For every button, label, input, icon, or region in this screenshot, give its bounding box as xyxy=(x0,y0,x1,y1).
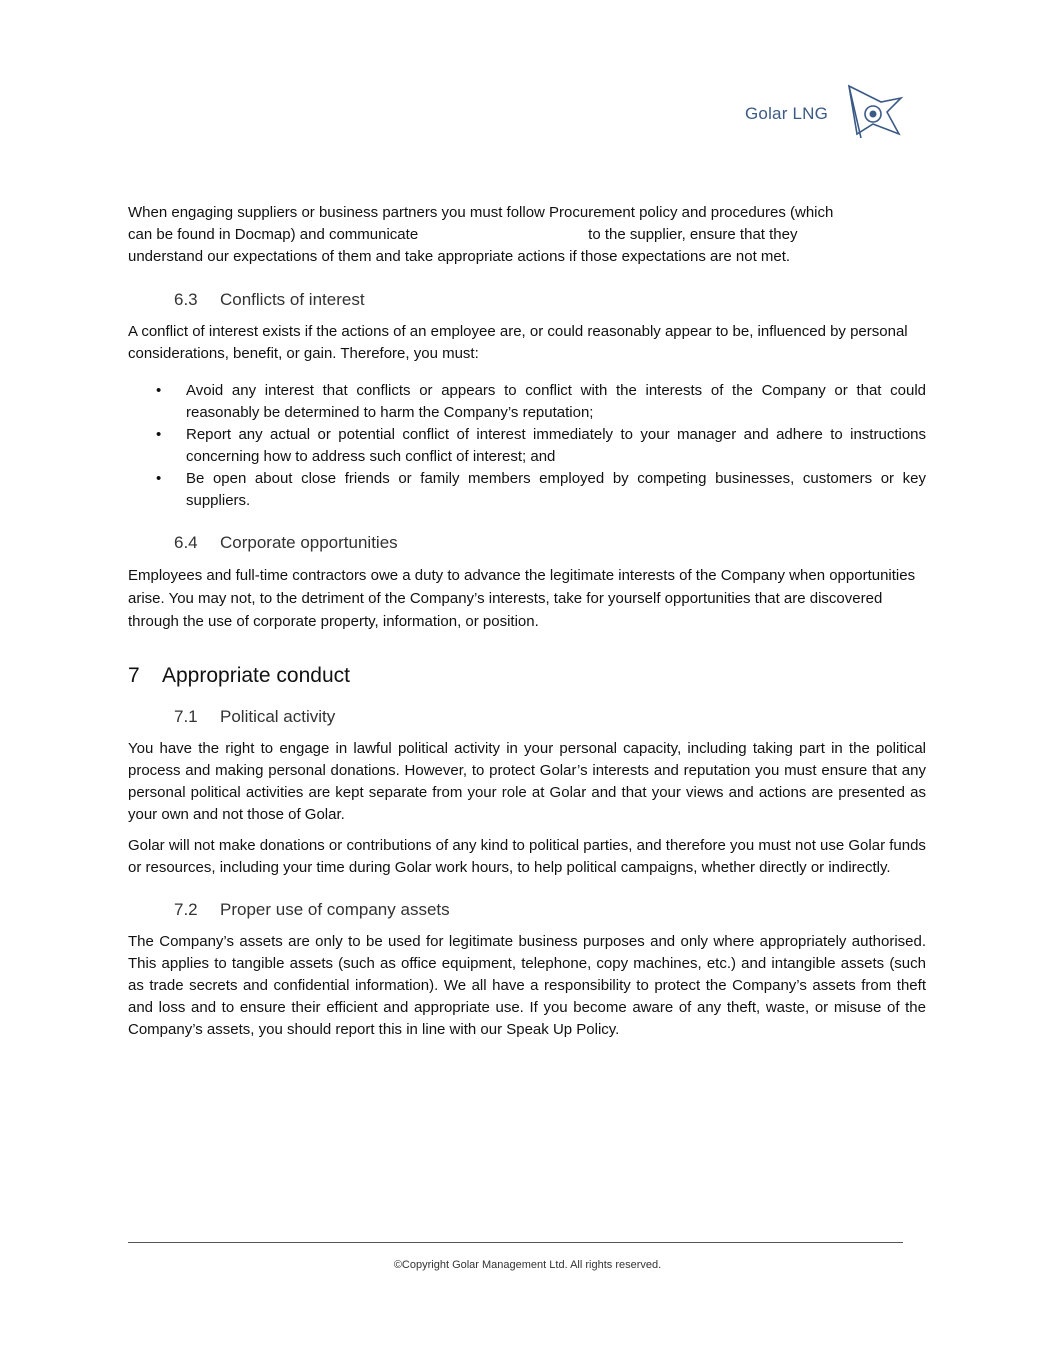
company-logo xyxy=(745,84,915,144)
heading-6-3: 6.3 Conflicts of interest xyxy=(174,290,365,309)
heading-6-4: 6.4 Corporate opportunities xyxy=(174,533,398,552)
bullet-icon: • xyxy=(156,426,162,443)
footer-copyright: ©Copyright Golar Management Ltd. All rights reserved. xyxy=(393,1259,662,1271)
bullet-icon: • xyxy=(156,470,162,487)
political-paragraph-2: Golar will not make donations or contributions of any kind to political parties, and therefore you must not use Golar funds or resources, including your time during Golar work hours, to help political campaigns, whether directly or indirectly. xyxy=(128,837,926,876)
list-item: • Avoid any interest that conflicts or appears to conflict with the interests of the Company or that could reasonably be determined to harm the Company’s reputation; xyxy=(156,382,926,421)
conflicts-list xyxy=(128,380,926,512)
heading-7-1: 7.1 Political activity xyxy=(174,707,336,726)
flag-logo-icon xyxy=(841,84,905,142)
assets-paragraph: The Company’s assets are only to be used for legitimate business purposes and only where appropriately authorised. This applies to tangible assets (such as office equipment, telephone, copy machines, etc.) and intangible assets (such as trade secrets and confidential information). We all have a responsibility to protect the Company’s assets from theft and loss and to ensure their efficient and appropriate use. If you become aware of any theft, waste, or misuse of the Company’s assets, you should report this in line with our Speak Up Policy. xyxy=(128,933,926,1038)
heading-7: 7 Appropriate conduct xyxy=(128,664,350,687)
intro-paragraph: When engaging suppliers or business partners you must follow Procurement policy and procedures (which can be found in Docmap) and communicate to the supplier, ensure that they understand our expectations of them and take appropriate actions if those expectations are not met. xyxy=(128,204,834,265)
heading-7-2: 7.2 Proper use of company assets xyxy=(174,900,450,919)
logo-text: Golar LNG xyxy=(745,104,829,123)
footer-divider xyxy=(128,1242,903,1243)
list-item: • Be open about close friends or family members employed by competing businesses, customers or key suppliers. xyxy=(156,470,926,509)
political-paragraph-1: You have the right to engage in lawful political activity in your personal capacity, including taking part in the political process and making personal donations. However, to protect Golar’s interests and reputation you must ensure that any personal political activities are kept separate from your role at Golar and that your views and actions are presented as your own and not those of Golar. xyxy=(128,740,926,823)
conflicts-paragraph: A conflict of interest exists if the actions of an employee are, or could reasonably appear to be, influenced by personal considerations, benefit, or gain. Therefore, you must: xyxy=(128,323,908,362)
document-body xyxy=(128,202,926,1041)
opportunities-paragraph: Employees and full-time contractors owe a duty to advance the legitimate interests of the Company when opportunities arise. You may not, to the detriment of the Company’s interests, take for yourself opportunities that are discovered through the use of corporate property, information, or position. xyxy=(128,567,916,630)
bullet-icon: • xyxy=(156,382,162,399)
list-item: • Report any actual or potential conflict of interest immediately to your manager and adhere to instructions concerning how to address such conflict of interest; and xyxy=(156,426,926,465)
